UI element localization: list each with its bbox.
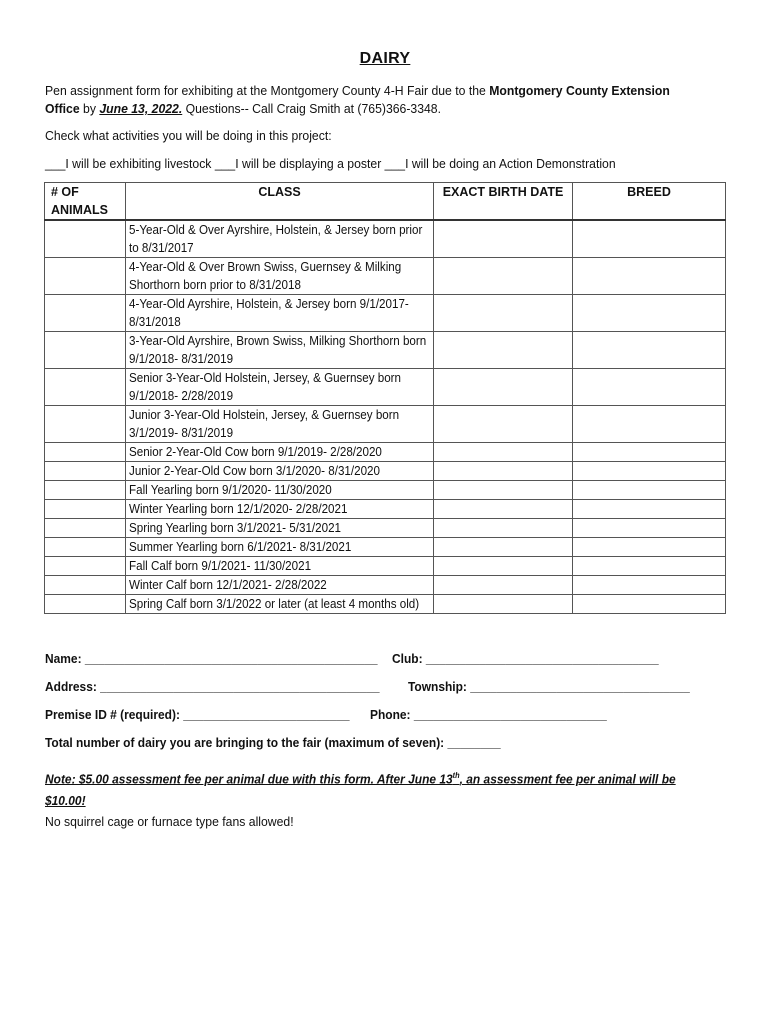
table-row bbox=[45, 258, 726, 295]
activity-poster[interactable]: ___I will be displaying a poster bbox=[214, 156, 382, 171]
township-field[interactable]: Township: _________________________________ bbox=[408, 679, 690, 694]
form-title: DAIRY bbox=[359, 50, 411, 67]
num-animals-cell[interactable] bbox=[45, 519, 126, 538]
num-animals-cell[interactable] bbox=[45, 443, 126, 462]
breed-cell[interactable] bbox=[573, 258, 726, 295]
class-cell bbox=[126, 519, 434, 538]
breed-cell[interactable] bbox=[573, 519, 726, 538]
header-num-animals: # OF ANIMALS bbox=[45, 183, 126, 221]
table-row bbox=[45, 443, 726, 462]
intro-text-3: Questions-- Call Craig Smith at (765)366-3348. bbox=[182, 101, 442, 116]
breed-cell[interactable] bbox=[573, 481, 726, 500]
header-class: CLASS bbox=[126, 183, 434, 221]
num-animals-cell[interactable] bbox=[45, 462, 126, 481]
breed-cell[interactable] bbox=[573, 538, 726, 557]
birth-date-cell[interactable] bbox=[434, 220, 573, 258]
birth-date-cell[interactable] bbox=[434, 258, 573, 295]
class-cell bbox=[126, 595, 434, 614]
birth-date-cell[interactable] bbox=[434, 576, 573, 595]
class-cell bbox=[126, 538, 434, 557]
class-cell bbox=[126, 332, 434, 369]
breed-cell[interactable] bbox=[573, 462, 726, 481]
phone-field[interactable]: Phone: _____________________________ bbox=[370, 707, 607, 722]
due-date: June 13, 2022. bbox=[99, 101, 183, 116]
table-row bbox=[45, 500, 726, 519]
breed-cell[interactable] bbox=[573, 295, 726, 332]
intro-paragraph bbox=[45, 82, 694, 118]
total-dairy-field[interactable]: Total number of dairy you are bringing to the fair (maximum of seven): ________ bbox=[45, 735, 501, 750]
birth-date-cell[interactable] bbox=[434, 369, 573, 406]
breed-cell[interactable] bbox=[573, 500, 726, 519]
intro-text-2: by bbox=[79, 101, 100, 116]
breed-cell[interactable] bbox=[573, 576, 726, 595]
header-birth-date: EXACT BIRTH DATE bbox=[434, 183, 573, 221]
club-field[interactable]: Club: ___________________________________ bbox=[392, 651, 659, 666]
breed-cell[interactable] bbox=[573, 220, 726, 258]
breed-cell[interactable] bbox=[573, 443, 726, 462]
class-cell bbox=[126, 500, 434, 519]
num-animals-cell[interactable] bbox=[45, 557, 126, 576]
num-animals-cell[interactable] bbox=[45, 500, 126, 519]
table-row bbox=[45, 295, 726, 332]
num-animals-cell[interactable] bbox=[45, 258, 126, 295]
class-label: Senior 2-Year-Old Cow born 9/1/2019- 2/28/2020 bbox=[129, 445, 382, 459]
num-animals-cell[interactable] bbox=[45, 576, 126, 595]
birth-date-cell[interactable] bbox=[434, 595, 573, 614]
class-label: 4-Year-Old Ayrshire, Holstein, & Jersey born 9/1/2017- 8/31/2018 bbox=[129, 297, 409, 329]
birth-date-cell[interactable] bbox=[434, 557, 573, 576]
class-label: Spring Yearling born 3/1/2021- 5/31/2021 bbox=[129, 521, 342, 535]
table-row bbox=[45, 332, 726, 369]
fee-note-text-2: , an assessment fee per animal will be $10.00! bbox=[45, 771, 676, 809]
num-animals-cell[interactable] bbox=[45, 595, 126, 614]
breed-cell[interactable] bbox=[573, 595, 726, 614]
name-field[interactable]: Name: ____________________________________________ bbox=[45, 651, 378, 666]
class-cell bbox=[126, 369, 434, 406]
class-cell bbox=[126, 557, 434, 576]
breed-cell[interactable] bbox=[573, 406, 726, 443]
table-row bbox=[45, 369, 726, 406]
address-field[interactable]: Address: __________________________________________ bbox=[45, 679, 380, 694]
birth-date-cell[interactable] bbox=[434, 295, 573, 332]
extension-office: Montgomery County Extension Office bbox=[45, 83, 670, 116]
premise-id-field[interactable]: Premise ID # (required): _________________________ bbox=[45, 707, 350, 722]
class-cell bbox=[126, 481, 434, 500]
fans-notice: No squirrel cage or furnace type fans allowed! bbox=[45, 814, 294, 829]
num-animals-cell[interactable] bbox=[45, 538, 126, 557]
class-label: Fall Yearling born 9/1/2020- 11/30/2020 bbox=[129, 483, 332, 497]
class-cell bbox=[126, 462, 434, 481]
breed-cell[interactable] bbox=[573, 332, 726, 369]
table-header-row bbox=[45, 183, 726, 221]
class-label: Junior 3-Year-Old Holstein, Jersey, & Guernsey born 3/1/2019- 8/31/2019 bbox=[129, 408, 400, 440]
header-breed: BREED bbox=[573, 183, 726, 221]
class-label: Spring Calf born 3/1/2022 or later (at least 4 months old) bbox=[129, 597, 420, 611]
birth-date-cell[interactable] bbox=[434, 332, 573, 369]
class-cell bbox=[126, 220, 434, 258]
activity-demonstration[interactable]: ___I will be doing an Action Demonstration bbox=[384, 156, 616, 171]
table-row bbox=[45, 406, 726, 443]
birth-date-cell[interactable] bbox=[434, 538, 573, 557]
class-cell bbox=[126, 406, 434, 443]
class-cell bbox=[126, 295, 434, 332]
class-table bbox=[44, 182, 726, 614]
fee-note bbox=[45, 765, 707, 812]
fee-note-sup: th bbox=[452, 771, 460, 780]
table-body bbox=[45, 220, 726, 614]
birth-date-cell[interactable] bbox=[434, 500, 573, 519]
activity-livestock[interactable]: ___I will be exhibiting livestock bbox=[45, 156, 212, 171]
class-label: 4-Year-Old & Over Brown Swiss, Guernsey & Milking Shorthorn born prior to 8/31/2018 bbox=[129, 260, 402, 292]
num-animals-cell[interactable] bbox=[45, 481, 126, 500]
class-label: Fall Calf born 9/1/2021- 11/30/2021 bbox=[129, 559, 312, 573]
table-row bbox=[45, 481, 726, 500]
intro-text-1: Pen assignment form for exhibiting at the Montgomery County 4-H Fair due to the bbox=[45, 83, 490, 98]
table-row bbox=[45, 576, 726, 595]
class-label: Senior 3-Year-Old Holstein, Jersey, & Guernsey born 9/1/2018- 2/28/2019 bbox=[129, 371, 402, 403]
class-label: 5-Year-Old & Over Ayrshire, Holstein, & Jersey born prior to 8/31/2017 bbox=[129, 223, 423, 255]
table-row bbox=[45, 538, 726, 557]
class-cell bbox=[126, 258, 434, 295]
class-label: Summer Yearling born 6/1/2021- 8/31/2021 bbox=[129, 540, 352, 554]
birth-date-cell[interactable] bbox=[434, 443, 573, 462]
breed-cell[interactable] bbox=[573, 557, 726, 576]
class-cell bbox=[126, 576, 434, 595]
class-label: Winter Yearling born 12/1/2020- 2/28/2021 bbox=[129, 502, 348, 516]
table-row bbox=[45, 220, 726, 258]
num-animals-cell[interactable] bbox=[45, 220, 126, 258]
class-label: Junior 2-Year-Old Cow born 3/1/2020- 8/31/2020 bbox=[129, 464, 380, 478]
class-label: 3-Year-Old Ayrshire, Brown Swiss, Milking Shorthorn born 9/1/2018- 8/31/2019 bbox=[129, 334, 427, 366]
class-label: Winter Calf born 12/1/2021- 2/28/2022 bbox=[129, 578, 327, 592]
fee-note-text-1: Note: $5.00 assessment fee per animal due with this form. After June 13 bbox=[45, 771, 453, 787]
num-animals-cell[interactable] bbox=[45, 369, 126, 406]
birth-date-cell[interactable] bbox=[434, 462, 573, 481]
table-row bbox=[45, 557, 726, 576]
breed-cell[interactable] bbox=[573, 369, 726, 406]
check-prompt: Check what activities you will be doing in this project: bbox=[45, 128, 332, 143]
class-cell bbox=[126, 443, 434, 462]
table-row bbox=[45, 462, 726, 481]
birth-date-cell[interactable] bbox=[434, 406, 573, 443]
birth-date-cell[interactable] bbox=[434, 519, 573, 538]
num-animals-cell[interactable] bbox=[45, 295, 126, 332]
activities-line bbox=[45, 156, 616, 171]
table-row bbox=[45, 519, 726, 538]
num-animals-cell[interactable] bbox=[45, 332, 126, 369]
num-animals-cell[interactable] bbox=[45, 406, 126, 443]
table-row bbox=[45, 595, 726, 614]
birth-date-cell[interactable] bbox=[434, 481, 573, 500]
